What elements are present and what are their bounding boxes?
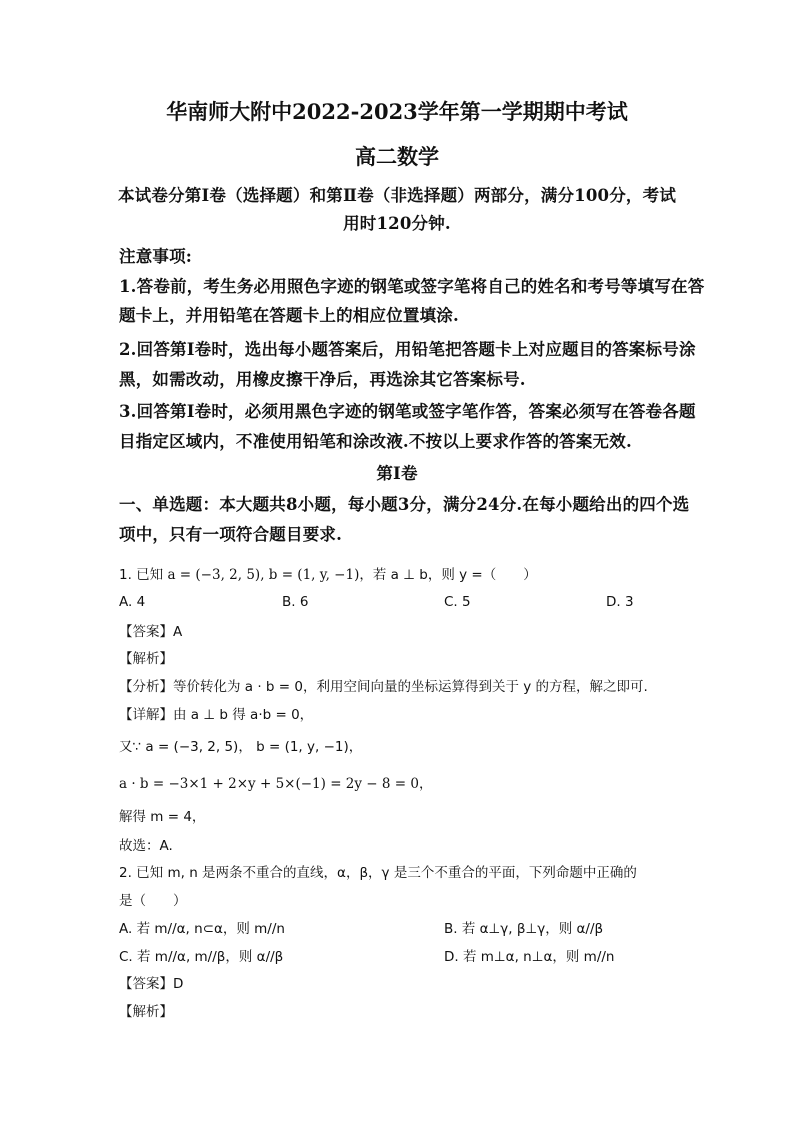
note-1b: 题卡上，并用铅笔在答题卡上的相应位置填涂. (119, 306, 459, 325)
note-3b: 目指定区域内，不准使用铅笔和涂改液.不按以上要求作答的答案无效. (119, 432, 632, 451)
note-1a: 1.答卷前，考生务必用照色字迹的钢笔或签字笔将自己的姓名和考号等填写在答 (119, 277, 705, 296)
q1-step-4: 解得 m = 4， (119, 809, 206, 825)
q2-option-b: B. 若 α⊥γ, β⊥γ，则 α//β (444, 921, 604, 937)
q1-condition: ，若 a ⊥ b，则 y =（ ） (359, 567, 537, 583)
q2-stem-a: 2. 已知 m, n 是两条不重合的直线，α，β，γ 是三个不重合的平面，下列命题中正确的 (119, 865, 637, 881)
notes-heading: 注意事项: (119, 247, 193, 266)
q2-option-a: A. 若 m//α, n⊂α，则 m//n (119, 921, 285, 937)
exam-title: 华南师大附中2022-2023学年第一学期期中考试 (166, 99, 628, 124)
note-3a: 3.回答第Ⅰ卷时，必须用黑色字迹的钢笔或签字笔作答，答案必须写在答卷各题 (119, 402, 696, 421)
q2-option-d: D. 若 m⊥α, n⊥α，则 m//n (444, 949, 615, 965)
note-2b: 黑，如需改动，用橡皮擦干净后，再选涂其它答案标号. (119, 370, 526, 389)
section-desc-a: 一、单选题：本大题共8小题，每小题3分，满分24分.在每小题给出的四个选 (119, 495, 690, 514)
q1-answer: 【答案】A (119, 624, 183, 640)
section-label: 第Ⅰ卷 (376, 464, 418, 483)
q1-step-3: a · b = −3×1 + 2×y + 5×(−1) = 2y − 8 = 0， (119, 776, 433, 792)
note-2a: 2.回答第Ⅰ卷时，选出每小题答案后，用铅笔把答题卡上对应题目的答案标号涂 (119, 340, 696, 359)
q1-option-c: C. 5 (444, 594, 471, 610)
q2-analysis-label: 【解析】 (119, 1004, 173, 1020)
q1-step-5: 故选：A. (119, 838, 173, 854)
intro-line-2: 用时120分钟. (343, 214, 451, 233)
q1-option-d: D. 3 (606, 594, 634, 610)
q2-option-c: C. 若 m//α, m//β，则 α//β (119, 949, 284, 965)
exam-subject: 高二数学 (355, 144, 439, 169)
q1-step-2: 又∵ a = (−3, 2, 5)， b = (1, y, −1)， (119, 739, 363, 755)
q1-detail: 【详解】由 a ⊥ b 得 a·b = 0， (119, 707, 314, 723)
q1-prefix: 1. 已知 (119, 567, 164, 583)
q2-stem-b: 是（ ） (119, 893, 187, 909)
q1-fenxi: 【分析】等价转化为 a · b = 0，利用空间向量的坐标运算得到关于 y 的方程，解之即可. (119, 679, 648, 695)
q1-stem (119, 563, 537, 583)
section-desc-b: 项中，只有一项符合题目要求. (119, 525, 343, 544)
q2-answer: 【答案】D (119, 976, 184, 992)
intro-line-1: 本试卷分第Ⅰ卷（选择题）和第Ⅱ卷（非选择题）两部分，满分100分，考试 (117, 186, 677, 205)
q1-option-b: B. 6 (282, 594, 309, 610)
q1-analysis-label: 【解析】 (119, 651, 173, 667)
q1-option-a: A. 4 (119, 594, 146, 610)
q1-given: a = (−3, 2, 5), b = (1, y, −1) (167, 567, 360, 583)
